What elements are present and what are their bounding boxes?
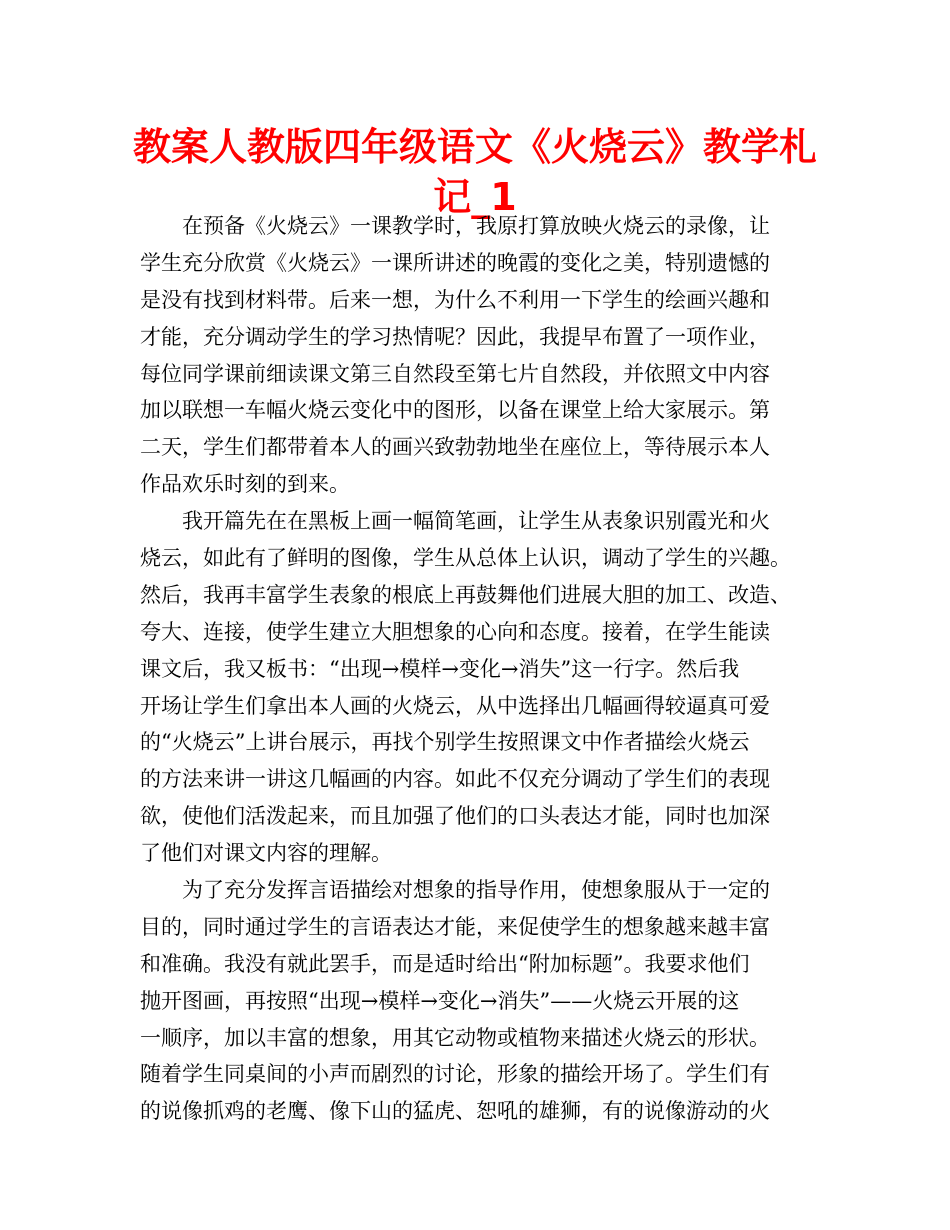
text-line: 了他们对课文内容的理解。 xyxy=(140,841,392,866)
text-line: 学生充分欣赏《火烧云》一课所讲述的晚霞的变化之美，特别遗憾的 xyxy=(140,250,770,275)
paragraph-2 xyxy=(140,503,820,872)
text-line: 夸大、连接，使学生建立大胆想象的心向和态度。接着，在学生能读 xyxy=(140,619,770,644)
text-line: 的“火烧云”上讲台展示，再找个别学生按照课文中作者描绘火烧云 xyxy=(140,730,750,755)
text-line: 为了充分发挥言语描绘对想象的指导作用，使想象服从于一定的 xyxy=(182,878,770,903)
text-line: 每位同学课前细读课文第三自然段至第七片自然段，并依照文中内容 xyxy=(140,361,770,386)
text-line: 一顺序，加以丰富的想象，用其它动物或植物来描述火烧云的形状。 xyxy=(140,1025,770,1050)
text-line: 作品欢乐时刻的到来。 xyxy=(140,472,350,497)
document-title-line-2: 记_1 xyxy=(433,175,517,219)
text-line: 欲，使他们活泼起来，而且加强了他们的口头表达才能，同时也加深 xyxy=(140,804,770,829)
text-line: 在预备《火烧云》一课教学时，我原打算放映火烧云的录像，让 xyxy=(182,214,770,238)
document-body xyxy=(140,208,820,1130)
paragraph-1 xyxy=(140,208,820,503)
text-line: 加以联想一车幅火烧云变化中的图形，以备在课堂上给大家展示。第 xyxy=(140,398,770,423)
text-line: 才能，充分调动学生的学习热情呢？因此，我提早布置了一项作业， xyxy=(140,324,770,349)
text-line: 是没有找到材料带。后来一想，为什么不利用一下学生的绘画兴趣和 xyxy=(140,287,770,312)
text-line: 我开篇先在在黑板上画一幅简笔画，让学生从表象识别霞光和火 xyxy=(182,509,770,534)
text-line: 烧云，如此有了鲜明的图像，学生从总体上认识，调动了学生的兴趣。 xyxy=(140,546,791,571)
text-line: 和准确。我没有就此罢手，而是适时给出“附加标题”。我要求他们 xyxy=(140,951,750,976)
text-line: 然后，我再丰富学生表象的根底上再鼓舞他们进展大胆的加工、改造、 xyxy=(140,582,791,607)
text-line: 抛开图画，再按照“出现→模样→变化→消失”——火烧云开展的这 xyxy=(140,988,740,1013)
text-line: 目的，同时通过学生的言语表达才能，来促使学生的想象越来越丰富 xyxy=(140,914,770,939)
text-line: 的方法来讲一讲这几幅画的内容。如此不仅充分调动了学生们的表现 xyxy=(140,767,770,792)
document-title-line-1: 教案人教版四年级语文《火烧云》教学札 xyxy=(132,125,817,169)
text-line: 课文后，我又板书：“出现→模样→变化→消失”这一行字。然后我 xyxy=(140,656,740,681)
text-line: 二天，学生们都带着本人的画兴致勃勃地坐在座位上，等待展示本人 xyxy=(140,435,770,460)
text-line: 的说像抓鸡的老鹰、像下山的猛虎、恕吼的雄狮，有的说像游动的火 xyxy=(140,1099,770,1124)
text-line: 随着学生同桌间的小声而剧烈的讨论，形象的描绘开场了。学生们有 xyxy=(140,1062,770,1087)
paragraph-3 xyxy=(140,872,820,1130)
text-line: 开场让学生们拿出本人画的火烧云，从中选择出几幅画得较逼真可爱 xyxy=(140,693,770,718)
